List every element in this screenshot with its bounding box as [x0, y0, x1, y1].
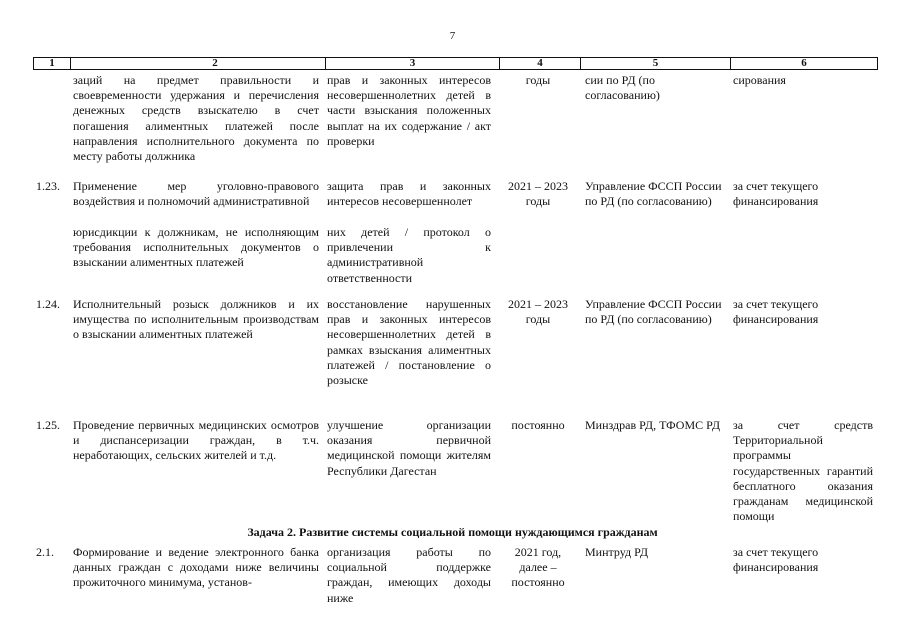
- cell-executor: Минздрав РД, ТФОМС РД: [585, 418, 721, 432]
- cell-result: восстановление нарушенных прав и законных интересов несовершеннолетних детей в рамках взыскания алиментных платежей / постановление о розыске: [327, 297, 491, 388]
- cell-number: 1.23.: [36, 179, 60, 193]
- cell-number: 1.24.: [36, 297, 60, 311]
- cell-period: 2021 – 2023 годы: [508, 179, 568, 209]
- cell-funding: за счет текущего финансирования: [733, 179, 819, 209]
- cell-period: 2021 год, далее – постоянно: [511, 545, 565, 590]
- cell-period: постоянно: [511, 418, 565, 432]
- column-header-3: 3: [325, 58, 499, 69]
- cell-executor: Минтруд РД: [585, 545, 649, 559]
- cell-result-continued: них детей / протокол о привлечении к административной ответственности: [327, 225, 491, 285]
- page-number: 7: [449, 30, 456, 42]
- cell-activity: Формирование и ведение электронного банка данных граждан с доходами ниже величины прожиточного минимума, установ-: [73, 545, 319, 590]
- cell-activity: Проведение первичных медицинских осмотров и диспансеризации граждан, в т.ч. неработающих, сельских жителей и т.д.: [73, 418, 319, 463]
- cell-activity: заций на предмет правильности и своевременности удержания и перечисления денежных средств взыскателю в счет погашения алиментных платежей после направления исполнительного документа по месту работы должника: [73, 73, 319, 164]
- column-header-5: 5: [580, 58, 730, 69]
- task-heading: Задача 2. Развитие системы социальной помощи нуждающимся гражданам: [247, 525, 658, 539]
- cell-number: 1.25.: [36, 418, 60, 432]
- column-header-2: 2: [70, 58, 359, 69]
- cell-activity: Исполнительный розыск должников и их имущества по исполнительным производствам о взыскании алиментных платежей: [73, 297, 319, 342]
- cell-funding: за счет средств Территориальной программы государственных гарантий бесплатного оказания гражданам медицинской помощи: [733, 418, 873, 524]
- cell-funding: за счет текущего финансирования: [733, 297, 819, 327]
- cell-executor: Управление ФССП России по РД (по согласованию): [585, 297, 722, 327]
- cell-executor: сии по РД (по согласованию): [585, 73, 660, 103]
- cell-funding: сирования: [733, 73, 786, 87]
- cell-result: улучшение организации оказания первичной медицинской помощи жителям Республики Дагестан: [327, 418, 491, 478]
- column-header-1: 1: [49, 57, 55, 69]
- cell-funding: за счет текущего финансирования: [733, 545, 819, 575]
- cell-result: прав и законных интересов несовершеннолетних детей в части взыскания положенных выплат на их содержание / акт проверки: [327, 73, 491, 148]
- cell-activity-continued: юрисдикции к должникам, не исполняющим требования исполнительных документов о взыскании алиментных платежей: [73, 225, 319, 270]
- cell-result: организация работы по социальной поддержке граждан, имеющих доходы ниже: [327, 545, 491, 605]
- column-header-4: 4: [499, 58, 580, 69]
- cell-executor: Управление ФССП России по РД (по согласованию): [585, 179, 722, 209]
- cell-number: 2.1.: [36, 545, 54, 559]
- cell-result: защита прав и законных интересов несовершеннолет: [327, 179, 491, 209]
- cell-period: 2021 – 2023 годы: [508, 297, 568, 327]
- table-header: [33, 57, 878, 70]
- cell-activity: Применение мер уголовно-правового воздействия и полномочий административной: [73, 179, 319, 209]
- cell-period: годы: [525, 73, 551, 87]
- column-header-6: 6: [730, 58, 877, 69]
